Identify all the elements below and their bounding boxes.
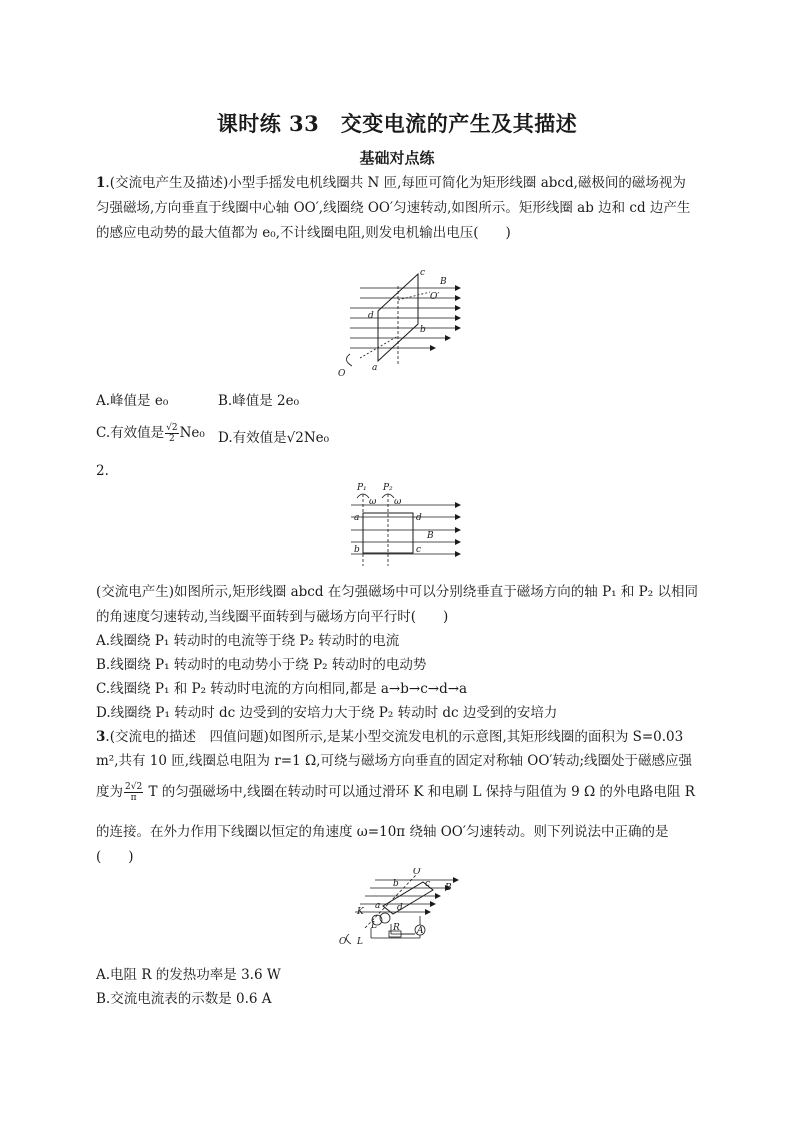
q3-fig-label-L2: L: [357, 937, 363, 947]
q2-fig-label-omega2: ω: [394, 497, 402, 507]
q1-fig-label-a: a: [372, 363, 378, 373]
q1-generator-figure: [330, 266, 470, 380]
q2-fig-label-omega1: ω: [369, 497, 377, 507]
q3-fig-label-K: K: [357, 907, 364, 917]
q2-fig-label-P2: P₂: [383, 483, 393, 493]
q3-fig-label-ammeter: A: [417, 926, 424, 936]
q3-fig-label-O-prime: O′: [413, 868, 423, 877]
q1-option-c: C.有效值是 $\frac{√2}{2}$ Ne₀: [96, 423, 205, 444]
q1-fig-label-O-prime: O′: [430, 292, 440, 302]
q2-option-a: A.线圈绕 P₁ 转动时的电流等于绕 P₂ 转动时的电流: [96, 633, 400, 649]
q1-number: 1: [96, 175, 106, 191]
q1-option-a: A.峰值是 e₀: [96, 393, 169, 409]
q1-line3: 的感应电动势的最大值都为 e₀,不计线圈电阻,则发电机输出电压( ): [96, 225, 511, 241]
q2-option-d: D.线圈绕 P₁ 转动时 dc 边受到的安培力大于绕 P₂ 转动时 dc 边受到的安培力: [96, 705, 558, 721]
q3-generator-figure: [335, 868, 465, 950]
q3-line3-fraction: $\frac{2√2}{\pi}$: [125, 782, 143, 803]
q2-coil-figure: [343, 480, 465, 570]
q3-line3: 度为 $\frac{2√2}{\pi}$ T 的匀强磁场中,线圈在转动时可以通过滑环 K 和电刷 L 保持与阻值为 9 Ω 的外电路电阻 R: [96, 782, 695, 803]
q3-fig-label-R: R: [393, 923, 400, 933]
q1-option-c-fraction: $\frac{√2}{2}$: [166, 423, 178, 444]
q3-line5: ( ): [96, 849, 134, 865]
q1-fig-label-O: O: [338, 369, 346, 379]
q3-line1: 3.(交流电的描述 四值问题)如图所示,是某小型交流发电机的示意图,其矩形线圈的面积为 S=0.03: [96, 729, 684, 745]
q1-fig-label-d: d: [368, 311, 374, 321]
q3-line4: 的连接。在外力作用下线圈以恒定的角速度 ω=10π 绕轴 OO′匀速转动。则下列说法中正确的是: [96, 824, 669, 840]
q1-option-d: D.有效值是√2Ne₀: [218, 430, 330, 446]
q2-fig-label-b: b: [354, 545, 360, 555]
q3-fig-label-L: L: [371, 921, 377, 931]
q3-fig-label-B: B: [445, 883, 452, 893]
page-title: 课时练 33 交变电流的产生及其描述: [216, 111, 578, 136]
q3-fig-label-c: c: [425, 879, 431, 889]
q1-fig-label-c: c: [420, 268, 426, 278]
q3-option-b: B.交流电流表的示数是 0.6 A: [96, 991, 272, 1007]
q2-number: 2.: [96, 463, 109, 479]
q1-line2: 匀强磁场,方向垂直于线圈中心轴 OO′,线圈绕 OO′匀速转动,如图所示。矩形线圈 ab 边和 cd 边产生: [96, 200, 691, 216]
q2-line1: (交流电产生)如图所示,矩形线圈 abcd 在匀强磁场中可以分别绕垂直于磁场方向的轴 P₁ 和 P₂ 以相同: [96, 584, 698, 600]
q2-fig-label-d: d: [416, 513, 422, 523]
q1-fig-label-b: b: [420, 325, 426, 335]
q2-option-c: C.线圈绕 P₁ 和 P₂ 转动时电流的方向相同,都是 a→b→c→d→a: [96, 681, 468, 697]
q3-fig-label-O: O: [339, 937, 347, 947]
q1-option-b: B.峰值是 2e₀: [218, 393, 299, 409]
section-heading: 基础对点练: [359, 149, 435, 167]
q2-fig-label-B: B: [427, 531, 434, 541]
q3-option-a: A.电阻 R 的发热功率是 3.6 W: [96, 967, 281, 983]
q2-option-b: B.线圈绕 P₁ 转动时的电动势小于绕 P₂ 转动时的电动势: [96, 657, 427, 673]
q1-fig-label-B: B: [440, 277, 447, 287]
q2-fig-label-c: c: [416, 545, 422, 555]
q3-number: 3: [96, 729, 106, 745]
q2-fig-label-P1: P₁: [357, 483, 367, 493]
q3-fig-label-b: b: [393, 879, 399, 889]
q2-line2: 的角速度匀速转动,当线圈平面转到与磁场方向平行时( ): [96, 609, 449, 625]
q3-fig-label-a: a: [375, 901, 381, 911]
q1-line1: 1.(交流电产生及描述)小型手摇发电机线圈共 N 匝,每匝可简化为矩形线圈 abcd,磁极间的磁场视为: [96, 175, 686, 191]
q3-line2: m²,共有 10 匝,线圈总电阻为 r=1 Ω,可绕与磁场方向垂直的固定对称轴 OO′转动;线圈处于磁感应强: [96, 753, 693, 769]
q3-fig-label-d: d: [397, 903, 403, 913]
q2-fig-label-a: a: [354, 513, 360, 523]
